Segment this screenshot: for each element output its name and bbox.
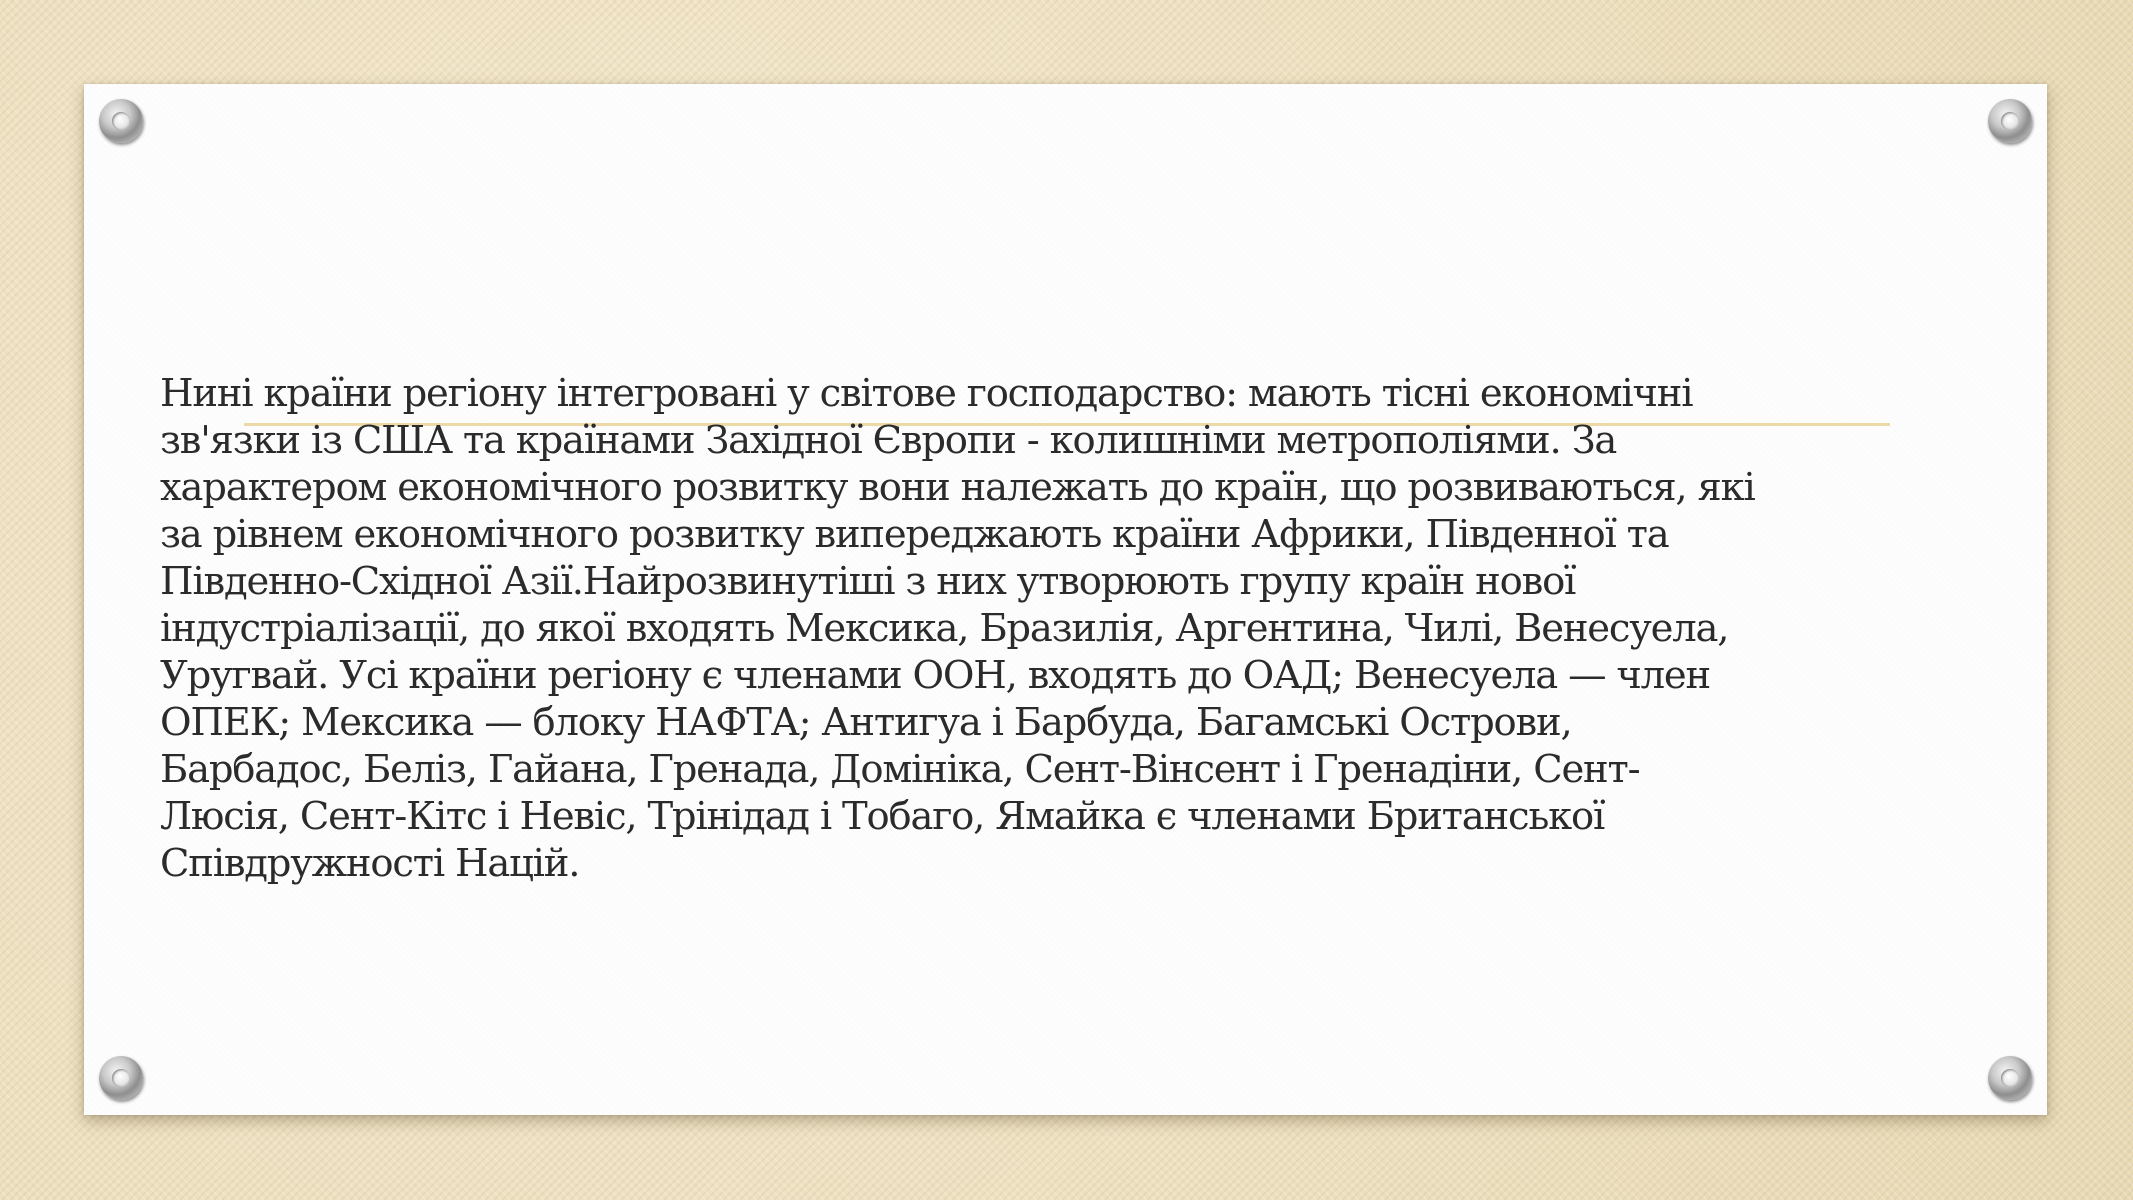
- grommet-icon: [1988, 99, 2032, 143]
- grommet-icon: [99, 1056, 143, 1100]
- slide-body-text: Нині країни регіону інтегровані у світове господарство: мають тісні економічні зв'язки із США та країнами Західної Європи - колишніми метрополіями. За характером економічного розвитку вони належать до країн, що розвиваються, які за рівнем економічного розвитку випереджають країни Африки, Південної та Південно-Східної Азії.Найрозвинутіші з них утворюють групу країн нової індустріалізації, до якої входять Мексика, Бразилія, Аргентина, Чилі, Венесуела, Уругвай. Усі країни регіону є членами ООН, входять до ОАД; Венесуела — член ОПЕК; Мексика — блоку НАФТА; Антигуа і Барбуда, Багамські Острови, Барбадос, Беліз, Гайана, Гренада, Домініка, Сент-Вінсент і Гренадіни, Сент- Люсія, Сент-Кітс і Невіс, Трінідад і Тобаго, Ямайка є членами Британської Співдружності Націй.: [160, 371, 1755, 886]
- grommet-icon: [1988, 1056, 2032, 1100]
- grommet-icon: [99, 99, 143, 143]
